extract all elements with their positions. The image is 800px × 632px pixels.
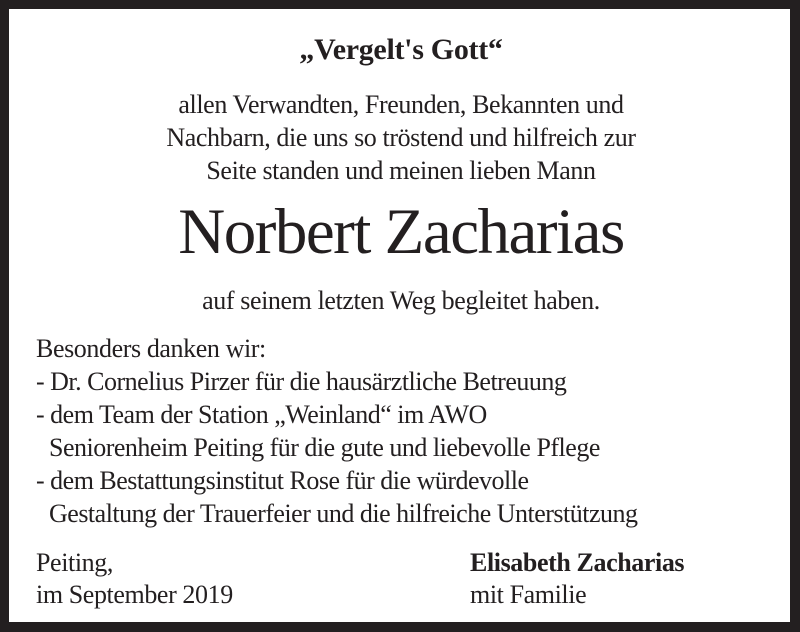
thanks-item-line: Gestaltung der Trauerfeier und die hilfreiche Unterstützung [49, 499, 638, 528]
thanks-item [36, 365, 766, 398]
place-and-date [36, 547, 233, 611]
thanks-list [36, 365, 766, 530]
deceased-name: Norbert Zacharias [178, 196, 624, 268]
thanks-item-line: - Dr. Cornelius Pirzer für die hausärztliche Betreuung [36, 367, 567, 396]
thanks-item-line: Seniorenheim Peiting für die gute und liebevolle Pflege [49, 433, 600, 462]
signature-family [470, 547, 766, 611]
thanks-item [36, 398, 766, 464]
notice-body [9, 9, 790, 622]
thanks-heading: Besonders danken wir: [36, 334, 266, 363]
intro-line-2: Nachbarn, die uns so tröstend und hilfreich zur [166, 123, 636, 152]
intro-paragraph [36, 88, 766, 187]
thanks-item-line: - dem Bestattungsinstitut Rose für die würdevolle [36, 466, 529, 495]
intro-closing: auf seinem letzten Weg begleitet haben. [202, 286, 600, 315]
thanks-item-line: - dem Team der Station „Weinland“ im AWO [36, 400, 487, 429]
signature-subline: mit Familie [470, 580, 587, 609]
thanks-item [36, 464, 766, 530]
place-line: Peiting, [36, 548, 113, 577]
intro-line-3: Seite standen und meinen lieben Mann [206, 156, 596, 185]
signature-row [36, 547, 766, 611]
signature-name: Elisabeth Zacharias [470, 548, 685, 577]
date-line: im September 2019 [36, 580, 233, 609]
intro-line-1: allen Verwandten, Freunden, Bekannten und [178, 90, 624, 119]
notice-title: „Vergelt's Gott“ [299, 33, 503, 66]
